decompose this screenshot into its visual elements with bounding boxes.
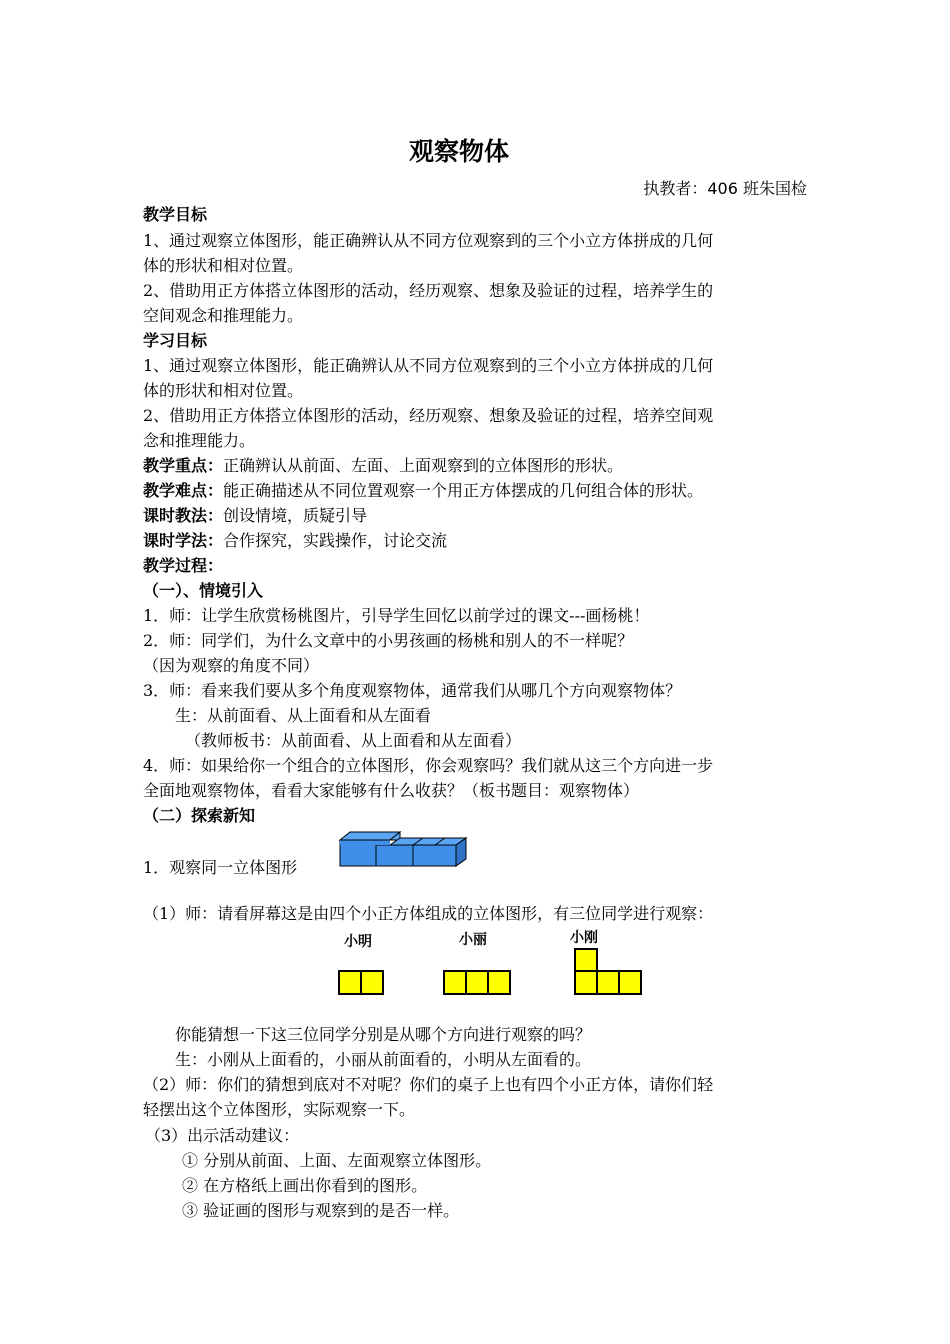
view-xiaogang-icon bbox=[574, 948, 646, 996]
part1-line: （因为观察的角度不同） bbox=[143, 656, 320, 675]
blue-cubes-3d-icon bbox=[338, 830, 468, 870]
part2-q1: （1）师：请看屏幕这是由四个小正方体组成的立体图形，有三位同学进行观察： bbox=[143, 904, 714, 923]
author-line: 执教者：406 班朱国检 bbox=[643, 179, 807, 198]
difficulty-text: 能正确描述从不同位置观察一个用正方体摆成的几何组合体的形状。 bbox=[223, 481, 704, 500]
method-label: 课时教法： bbox=[143, 506, 224, 525]
method-row bbox=[143, 503, 367, 526]
view-xiaoming-icon bbox=[338, 970, 386, 996]
teaching-goal-line: 体的形状和相对位置。 bbox=[143, 256, 304, 275]
after-fig-line: 你能猜想一下这三位同学分别是从哪个方向进行观察的吗？ bbox=[175, 1025, 592, 1044]
after-fig-line: 生：小刚从上面看的，小丽从前面看的，小明从左面看的。 bbox=[175, 1050, 592, 1069]
part2-heading: （二）探索新知 bbox=[143, 806, 256, 825]
learning-goal-line: 念和推理能力。 bbox=[143, 431, 256, 450]
after-fig-line: （2）师：你们的猜想到底对不对呢？你们的桌子上也有四个小正方体，请你们轻 bbox=[143, 1075, 714, 1094]
teaching-goal-line: 2、借助用正方体搭立体图形的活动，经历观察、想象及验证的过程，培养学生的 bbox=[143, 281, 714, 300]
page-title: 观察物体 bbox=[408, 137, 509, 166]
part1-heading: （一）、情境引入 bbox=[143, 581, 264, 600]
name-label-xiaoming: 小明 bbox=[344, 934, 372, 950]
after-fig-line: 轻摆出这个立体图形，实际观察一下。 bbox=[143, 1100, 416, 1119]
learning-goals-heading: 学习目标 bbox=[143, 331, 208, 350]
key-point-text: 正确辨认从前面、左面、上面观察到的立体图形的形状。 bbox=[223, 456, 624, 475]
learning-goal-line: 2、借助用正方体搭立体图形的活动，经历观察、想象及验证的过程，培养空间观 bbox=[143, 406, 714, 425]
suggestion-line: ① 分别从前面、上面、左面观察立体图形。 bbox=[182, 1151, 492, 1170]
key-point-row bbox=[143, 453, 623, 476]
method-text: 创设情境，质疑引导 bbox=[223, 506, 368, 525]
part1-line: 1．师：让学生欣赏杨桃图片，引导学生回忆以前学过的课文---画杨桃！ bbox=[143, 606, 650, 625]
suggestion-line: ② 在方格纸上画出你看到的图形。 bbox=[182, 1176, 428, 1195]
teaching-goals-heading: 教学目标 bbox=[143, 205, 208, 224]
learning-goal-line: 1、通过观察立体图形，能正确辨认从不同方位观察到的三个小立方体拼成的几何 bbox=[143, 356, 714, 375]
part1-line: 4．师：如果给你一个组合的立体图形，你会观察吗？我们就从这三个方向进一步 bbox=[143, 756, 714, 775]
study-label: 课时学法： bbox=[143, 531, 224, 550]
learning-goal-line: 体的形状和相对位置。 bbox=[143, 381, 304, 400]
part1-line: （教师板书：从前面看、从上面看和从左面看） bbox=[185, 731, 522, 750]
part1-line: 3．师：看来我们要从多个角度观察物体，通常我们从哪几个方向观察物体？ bbox=[143, 681, 682, 700]
difficulty-label: 教学难点： bbox=[143, 481, 224, 500]
teaching-goal-line: 1、通过观察立体图形，能正确辨认从不同方位观察到的三个小立方体拼成的几何 bbox=[143, 231, 714, 250]
teaching-goal-line: 空间观念和推理能力。 bbox=[143, 306, 304, 325]
suggestion-line: ③ 验证画的图形与观察到的是否一样。 bbox=[182, 1201, 460, 1220]
difficulty-row bbox=[143, 478, 703, 501]
study-text: 合作探究，实践操作，讨论交流 bbox=[223, 531, 448, 550]
part1-line: 全面地观察物体，看看大家能够有什么收获？（板书题目：观察物体） bbox=[143, 781, 640, 800]
part2-item1: 1．观察同一立体图形 bbox=[143, 858, 298, 877]
part1-line: 生：从前面看、从上面看和从左面看 bbox=[175, 706, 432, 725]
view-xiaoli-icon bbox=[443, 970, 513, 996]
after-fig-line: （3）出示活动建议： bbox=[145, 1126, 300, 1145]
name-label-xiaogang: 小刚 bbox=[570, 930, 598, 946]
key-point-label: 教学重点： bbox=[143, 456, 224, 475]
study-row bbox=[143, 528, 447, 551]
part1-line: 2．师：同学们，为什么文章中的小男孩画的杨桃和别人的不一样呢？ bbox=[143, 631, 634, 650]
process-heading: 教学过程： bbox=[143, 556, 224, 575]
name-label-xiaoli: 小丽 bbox=[459, 932, 487, 948]
